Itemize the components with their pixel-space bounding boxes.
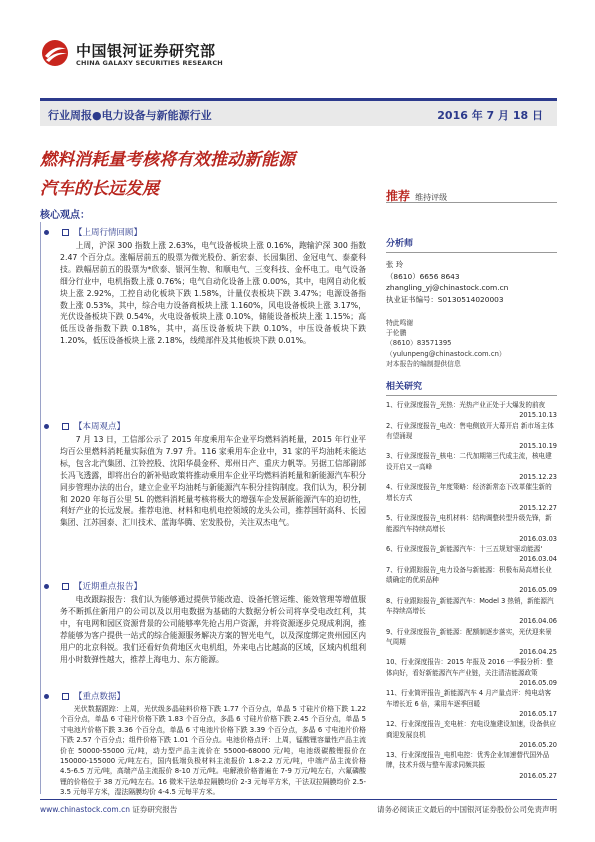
related-research-item[interactable]: [386, 596, 557, 627]
section-paragraph: 电改跟踪报告：我们认为能够通过提供节能改造、设备托管运维、能效管理等增值服务不断抓住新用户的公司以及以用电数据为基础的大数据分析公司将享受电改红利，其中，有电网和园区资源背景的公司能够率先抢占用户资源，并将资源逐步兑现成利润，推荐能够为客户提供一站式的综合能源服务解决方案的智光电气，以及深度绑定贵州园区内用户的北京科锐。我们还看好负荷地区火电机组，外来电占比越高的区域，区域内机组利用小时数弹性越大，推荐上海电力、东方能源。: [60, 595, 366, 664]
related-research-title: 7、行业跟踪报告_电力设备与新能源：积极布局高增长业绩确定的优质品种: [386, 565, 552, 585]
analyst-block: [386, 236, 557, 305]
related-research-item[interactable]: [386, 565, 557, 596]
section-weekly-view: [60, 420, 366, 529]
related-research-title: 13、行业深度报告_电机电控：优秀企业加速替代国外品牌，技术升级与整车需求同频共振: [386, 751, 550, 770]
related-research-date: 2016.05.09: [519, 586, 557, 595]
related-research-date: 2016.05.20: [519, 740, 557, 749]
checkbox-square-icon: [62, 693, 69, 700]
related-research-title: 2、行业深度报告_电改：售电侧放开大幕开启 新市场主体有望涌现: [386, 421, 554, 440]
related-research-date: 2016.04.06: [519, 617, 557, 626]
section-paragraph: 7 月 13 日，工信部公示了 2015 年度乘用车企业平均燃料消耗量，2015 年行业平均百公里燃料消耗量实际值为 7.97 升。116 家乘用车企业中，31 家的平均油耗未能达标，包含北汽集团、江铃控股、沈阳华晨金杯、郑州日产、重庆力帆等。另据工信部副部长冯飞透露，即将出台的新补贴政策将推动乘用车企业平均燃料消耗量和新能源汽车积分同步管理办法的出台，建立企业平均油耗与新能源汽车积分挂钩制度。我们认为，积分制和 2020 年每百公里 5L 的燃料消耗量考核将极大的增强车企发展新能源汽车的迫切性，利好产业的长远发展。推荐电池、材料和电机电控领域的龙头公司，推荐国轩高科、长园集团、江苏国泰、汇川技术、蓝海华腾、宏发股份，关注双杰电气。: [60, 435, 366, 528]
galaxy-logo-icon: [40, 38, 70, 68]
rating-value: 推荐: [386, 189, 411, 203]
related-research-date: 2016.05.27: [519, 771, 557, 780]
related-research-date: 2016.03.03: [519, 534, 557, 543]
related-research-item[interactable]: [386, 513, 557, 544]
checkbox-square-icon: [62, 583, 69, 590]
logo-english-name: CHINA GALAXY SECURITIES RESEARCH: [76, 59, 223, 67]
related-research-title: 9、行业深度报告_新能源：配额制逐步落实，光伏迎来景气周期: [386, 627, 552, 646]
section-paragraph: 光伏数据跟踪：上周，光伏级多晶硅料价格下跌 1.77 个百分点，单晶 5 寸硅片价格下跌 1.22 个百分点，单晶 6 寸硅片价格下跌 1.83 个百分点，多晶 6 寸硅片价格下跌 2.45 个百分点，单晶 5 寸电池片价格下跌 3.36 个百分点，单晶 6 寸电池片价格下跌 3.39 个百分点，多晶 6 寸电池片价格下跌 2.57 个百分点；组件价格下跌 1.01 个百分点。电池价格点评：上周，锰酸锂容量性产品主流价在 50000-55000 元/吨，动力型产品主流价在 55000-68000 元/吨，电池级碳酸锂报价在 150000-155000 元/吨左右，国内低端负极材料主流报价 1.8-2.2 万元/吨，中端产品主流价格 4.5-6.5 万元/吨，高端产品主流报价 8-10 万元/吨。电解液价格普遍在 7-9 万元/吨左右，六氟磷酸锂的价格位于 38 万元/吨左右。16 微米干法单拉隔膜均价 2-3 元每平方米，干法双拉隔膜均价 2.5-3.5 元每平方米，湿法隔膜均价 4-4.5 元每平方米。: [60, 705, 366, 797]
related-research-title: 6、行业深度报告_新能源汽车：十三五规划'驱动能源': [386, 545, 543, 554]
rating-divider: [386, 202, 557, 203]
contact-phone: （8610）83571395: [386, 339, 452, 348]
analyst-heading: 分析师: [386, 236, 557, 253]
analyst-name: 张 玲: [386, 260, 404, 269]
bullet-icon: [44, 694, 49, 699]
contact-block: [386, 318, 557, 369]
report-title: [40, 146, 370, 204]
contact-name: 于伦鹏: [386, 329, 407, 338]
contact-email[interactable]: （yulunpeng@chinastock.com.cn）: [386, 349, 506, 358]
related-research-title: 1、行业深度报告_光热：光热产业正处于大爆发的前夜: [386, 401, 546, 409]
report-type-bar: [40, 98, 557, 126]
related-research-date: 2016.04.25: [519, 648, 557, 657]
footer-label: 证券研究报告: [129, 805, 178, 814]
report-category: 行业周报●电力设备与新能源行业: [48, 109, 212, 122]
report-date: 2016 年 7 月 18 日: [437, 109, 543, 122]
related-research-title: 5、行业深度报告_电机材料：结构调整转型升级先锋，新能源汽车持续高增长: [386, 514, 552, 533]
related-research-date: 2015.12.27: [519, 503, 557, 512]
section-heading: 【重点数据】: [60, 690, 366, 704]
related-research-item[interactable]: [386, 451, 557, 482]
related-research-date: 2015.10.13: [519, 411, 557, 420]
footer-rule: [40, 799, 557, 800]
footer-disclaimer: 请务必阅读正文最后的中国银河证券股份公司免责声明: [377, 805, 557, 814]
related-research-title: 3、行业深度报告_核电：二代加期第三代成主流，核电建设开启又一高峰: [386, 452, 552, 471]
section-heading: 【上周行情回顾】: [60, 226, 366, 240]
related-research-date: 2016.05.17: [519, 709, 557, 718]
related-research-title: 11、行业简评报告_新能源汽车 4 月产量点评：纯电动客车增长近 6 倍，乘用车逐季回暖: [386, 689, 552, 708]
related-research-date: 2015.10.19: [519, 442, 557, 451]
checkbox-square-icon: [62, 229, 69, 236]
report-title-line-2: 汽车的长远发展: [40, 179, 159, 199]
related-research-title: 10、行业深度报告：2015 年报及 2016 一季报分析：整体向好，看好新能源汽车产业链，关注清洁能源政策: [386, 658, 553, 677]
related-research-item[interactable]: [386, 688, 557, 719]
section-heading: 【近期重点报告】: [60, 580, 366, 594]
related-research-item[interactable]: [386, 421, 557, 452]
section-recent-reports: [60, 580, 366, 665]
section-market-review: [60, 226, 366, 347]
related-research-item[interactable]: [386, 719, 557, 750]
related-research-date: 2016.03.04: [519, 555, 557, 564]
analyst-phone: （8610）6656 8643: [386, 271, 460, 281]
related-research-item[interactable]: [386, 482, 557, 513]
section-key-data: [60, 690, 366, 798]
bullet-icon: [44, 584, 49, 589]
related-research-item[interactable]: [386, 627, 557, 658]
related-research-list: [386, 400, 557, 781]
related-research-heading: 相关研究: [386, 379, 557, 396]
related-research-item[interactable]: [386, 400, 557, 421]
left-rule: [40, 222, 41, 794]
analyst-email[interactable]: zhangling_yj@chinastock.com.cn: [386, 283, 509, 292]
bullet-icon: [44, 230, 49, 235]
logo-chinese-name: 中国银河证券研究部: [76, 42, 216, 60]
report-title-line-1: 燃料消耗量考核将有效推动新能源: [40, 150, 295, 170]
contact-heading: 特此鸣谢: [386, 319, 414, 327]
footer-url-link[interactable]: www.chinastock.com.cn: [40, 805, 130, 814]
related-research: [386, 379, 557, 781]
related-research-date: 2016.05.09: [519, 679, 557, 688]
contact-note: 对本报告的编制提供信息: [386, 359, 461, 368]
section-paragraph: 上周，沪深 300 指数上涨 2.63%，电气设备板块上涨 0.16%，跑输沪深 300 指数 2.47 个百分点。涨幅居前五的股票为微光股份、新宏泰、长园集团、金冠电气、泰豪科技。跌幅居前五的股票为*欣泰、银河生物、和顺电气、三变科技、金杯电工。电气设备细分行业中，电机指数上涨 0.76%；电气自动化设备上涨 0.00%，其中，电网自动化板块上涨 2.92%，工控自动化板块下跌 1.58%，计量仪表板块下跌 3.47%；电源设备指数上涨 0.53%，其中，综合电力设备商板块上涨 1.160%，风电设备板块上涨 3.17%，光伏设备板块下跌 0.54%，火电设备板块上涨 0.10%，储能设备板块上涨 1.15%；高低压设备指数下跌 0.18%，其中，高压设备板块下跌 0.10%，中压设备板块下跌 1.20%，低压设备板块上涨 2.18%，线缆部件及其他板块下跌 0.01%。: [60, 241, 366, 346]
related-research-title: 4、行业深度报告_年度策略：经济新常态下改革催生新的增长方式: [386, 483, 552, 502]
related-research-date: 2015.12.23: [519, 473, 557, 482]
analyst-cert: 执业证书编号：S0130514020003: [386, 294, 504, 304]
related-research-item[interactable]: [386, 544, 557, 565]
bullet-icon: [44, 424, 49, 429]
checkbox-square-icon: [62, 423, 69, 430]
related-research-item[interactable]: [386, 657, 557, 688]
section-heading: 【本周观点】: [60, 420, 366, 434]
related-research-title: 12、行业深度报告_充电桩：充电设施建设加速，设备供应商迎发展良机: [386, 720, 556, 739]
core-views-label: 核心观点：: [40, 210, 90, 221]
footer-left: [40, 804, 177, 815]
company-logo: [40, 38, 280, 72]
related-research-title: 8、行业跟踪报告_新能源汽车：Model 3 热销，新能源汽车持续高增长: [386, 596, 554, 615]
related-research-item[interactable]: [386, 750, 557, 781]
rating-note: 维持评级: [415, 193, 448, 202]
